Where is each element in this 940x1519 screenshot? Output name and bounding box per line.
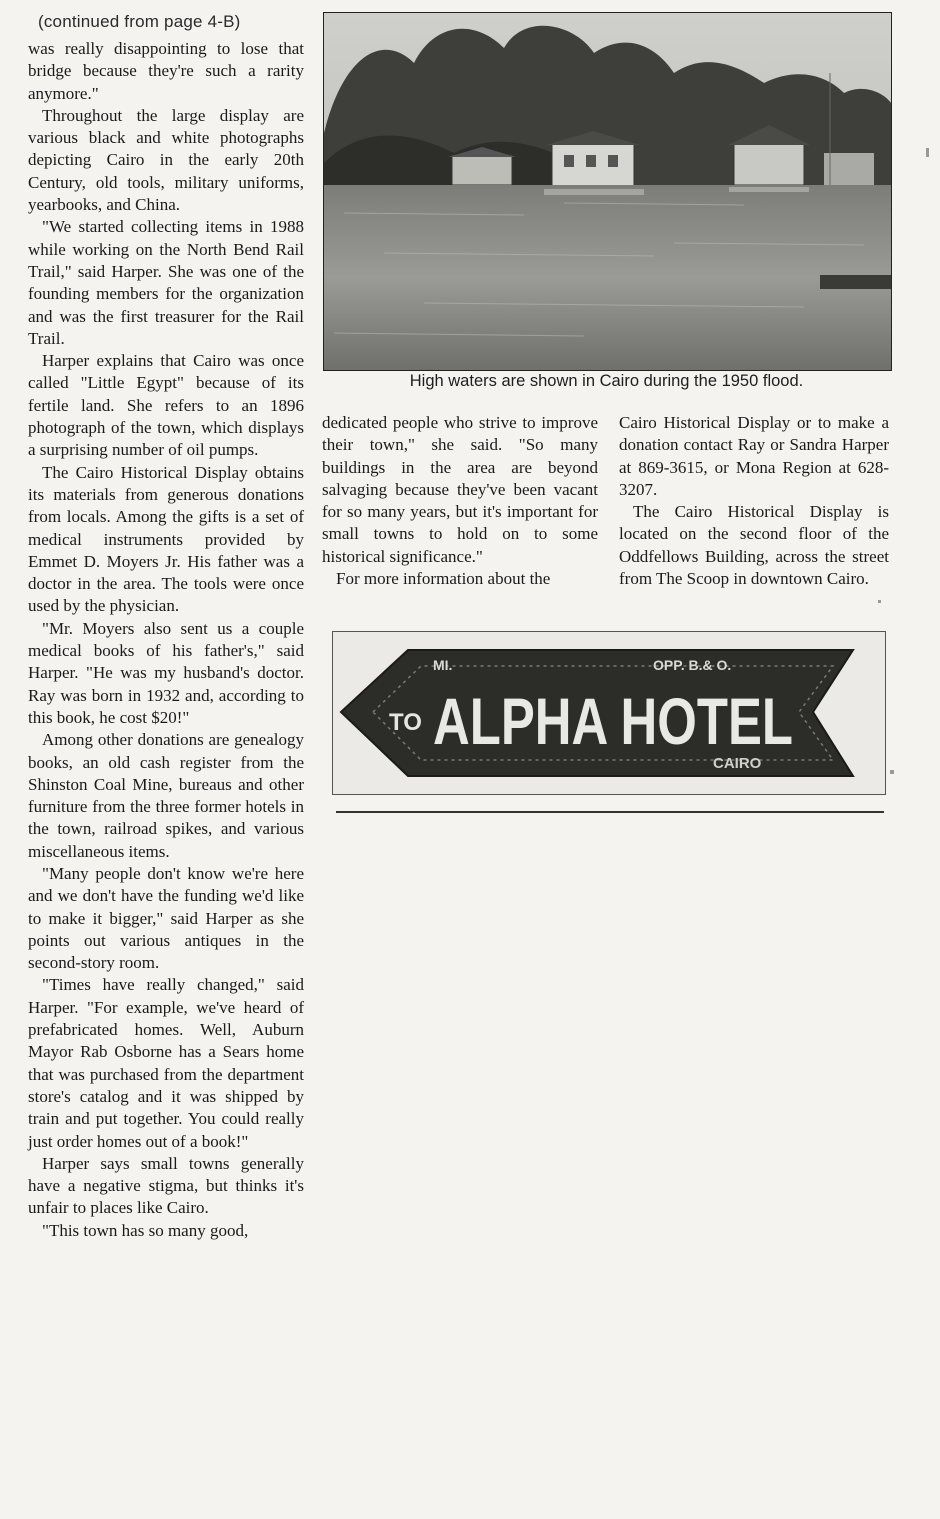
paragraph: Harper explains that Cairo was once called "Little Egypt" because of its fertile land. She refers to an 1896 photograph of the town, which displays a surprising number of oil pumps. <box>28 351 304 460</box>
scan-speck <box>878 600 881 603</box>
sign-to-text: TO <box>389 709 422 736</box>
paragraph: The Cairo Historical Display obtains its materials from generous donations from locals. Among the gifts is a set of medical instruments provided by Emmet D. Moyers Jr. His father was a doctor in the area. The tools were once used by the physician. <box>28 462 304 616</box>
paragraph: "Times have really changed," said Harper. "For example, we've heard of prefabricated homes. Well, Auburn Mayor Rab Osborne has a Sears home that was purchased from the department store's catalog and it was shipped by train and put together. You could really just order homes out of a book!" <box>28 975 304 1151</box>
continued-header: (continued from page 4-B) <box>38 12 241 31</box>
flood-photo-image <box>324 13 891 370</box>
divider-rule <box>336 811 884 813</box>
paragraph: Harper says small towns generally have a negative stigma, but thinks it's unfair to places like Cairo. <box>28 1153 304 1218</box>
article-column-2 <box>322 412 598 590</box>
scan-speck <box>926 148 929 157</box>
paragraph: Throughout the large display are various black and white photographs depicting Cairo in the early 20th Century, old tools, military uniforms, yearbooks, and China. <box>28 105 304 215</box>
sign-mi-text: MI. <box>433 657 453 673</box>
alpha-hotel-sign-photo <box>332 631 886 795</box>
scan-speck <box>890 770 894 774</box>
paragraph: "Many people don't know we're here and we don't have the funding we'd like to make it bigger," said Harper as she points out various antiques in the second-story room. <box>28 863 304 973</box>
paragraph: "This town has so many good, <box>42 1220 249 1240</box>
paragraph: Cairo Historical Display or to make a donation contact Ray or Sandra Harper at 869-3615, or Mona Region at 628-3207. <box>619 413 889 499</box>
paragraph: dedicated people who strive to improve their town," she said. "So many buildings in the area are beyond salvaging because they've been vacant for so many years, but it's important for small towns to hold on to some historical significance." <box>322 413 598 566</box>
paragraph: was really disappointing to lose that bridge because they're such a rarity anymore." <box>28 39 304 103</box>
paragraph: The Cairo Historical Display is located on the second floor of the Oddfellows Building, across the street from The Scoop in downtown Cairo. <box>619 502 889 589</box>
flood-photo <box>323 12 892 371</box>
paragraph: "We started collecting items in 1988 while working on the North Bend Rail Trail," said Harper. She was one of the founding members for the organization and was the first treasurer for the Rail Trail. <box>28 217 304 348</box>
sign-town-text: CAIRO <box>713 755 762 772</box>
article-column-3 <box>619 412 889 590</box>
photo-caption: High waters are shown in Cairo during the 1950 flood. <box>409 372 804 390</box>
article-column-1 <box>28 38 304 1242</box>
paragraph: Among other donations are genealogy books, an old cash register from the Shinston Coal Mine, bureaus and other furniture from the three former hotels in the town, railroad spikes, and various miscellaneous items. <box>28 730 304 861</box>
sign-hotel-name: ALPHA HOTEL <box>433 684 793 758</box>
paragraph: For more information about the <box>336 569 551 589</box>
paragraph: "Mr. Moyers also sent us a couple medical books of his father's," said Harper. "He was my husband's doctor. Ray was born in 1932 and, according to this book, he cost $20!" <box>28 618 304 727</box>
arrow-sign-image <box>333 632 885 794</box>
sign-opp-text: OPP. B.& O. <box>653 657 732 673</box>
